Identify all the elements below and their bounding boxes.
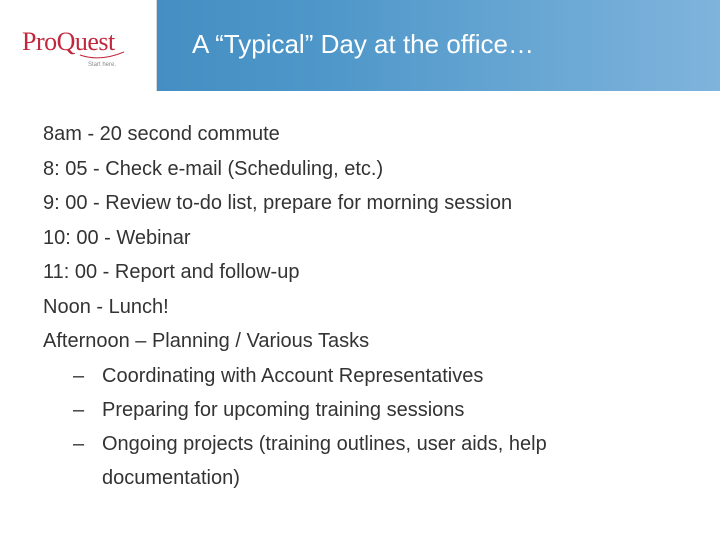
- proquest-logo: [20, 22, 144, 70]
- svg-text:Start here.: Start here.: [88, 62, 117, 68]
- agenda-item: 9: 00 - Review to-do list, prepare for morning session: [43, 192, 513, 214]
- agenda-list: [43, 117, 683, 495]
- agenda-item: Noon - Lunch!: [43, 295, 169, 318]
- agenda-item: Afternoon – Planning / Various Tasks: [43, 330, 370, 352]
- agenda-sub-item: [43, 359, 662, 393]
- agenda-item: 8am - 20 second commute: [43, 123, 280, 145]
- slide-title: A “Typical” Day at the office…: [192, 29, 534, 59]
- agenda-sub-item-text: Coordinating with Account Representatives: [102, 364, 484, 387]
- agenda-sub-item-text: Ongoing projects (training outlines, user aids, help documentation): [102, 432, 547, 489]
- dash-bullet: –: [73, 398, 85, 421]
- agenda-item: 11: 00 - Report and follow-up: [43, 261, 300, 283]
- svg-text:ProQuest: ProQuest: [22, 27, 115, 56]
- dash-bullet: –: [73, 432, 85, 455]
- agenda-item: 8: 05 - Check e-mail (Scheduling, etc.): [43, 157, 384, 180]
- proquest-logo-icon: [20, 22, 144, 70]
- agenda-item: 10: 00 - Webinar: [43, 226, 191, 249]
- logo-panel: [0, 0, 157, 91]
- agenda-sub-item: [43, 427, 662, 495]
- dash-bullet: –: [73, 364, 85, 387]
- agenda-sub-item: [43, 393, 662, 427]
- agenda-sub-item-text: Preparing for upcoming training sessions: [102, 398, 465, 421]
